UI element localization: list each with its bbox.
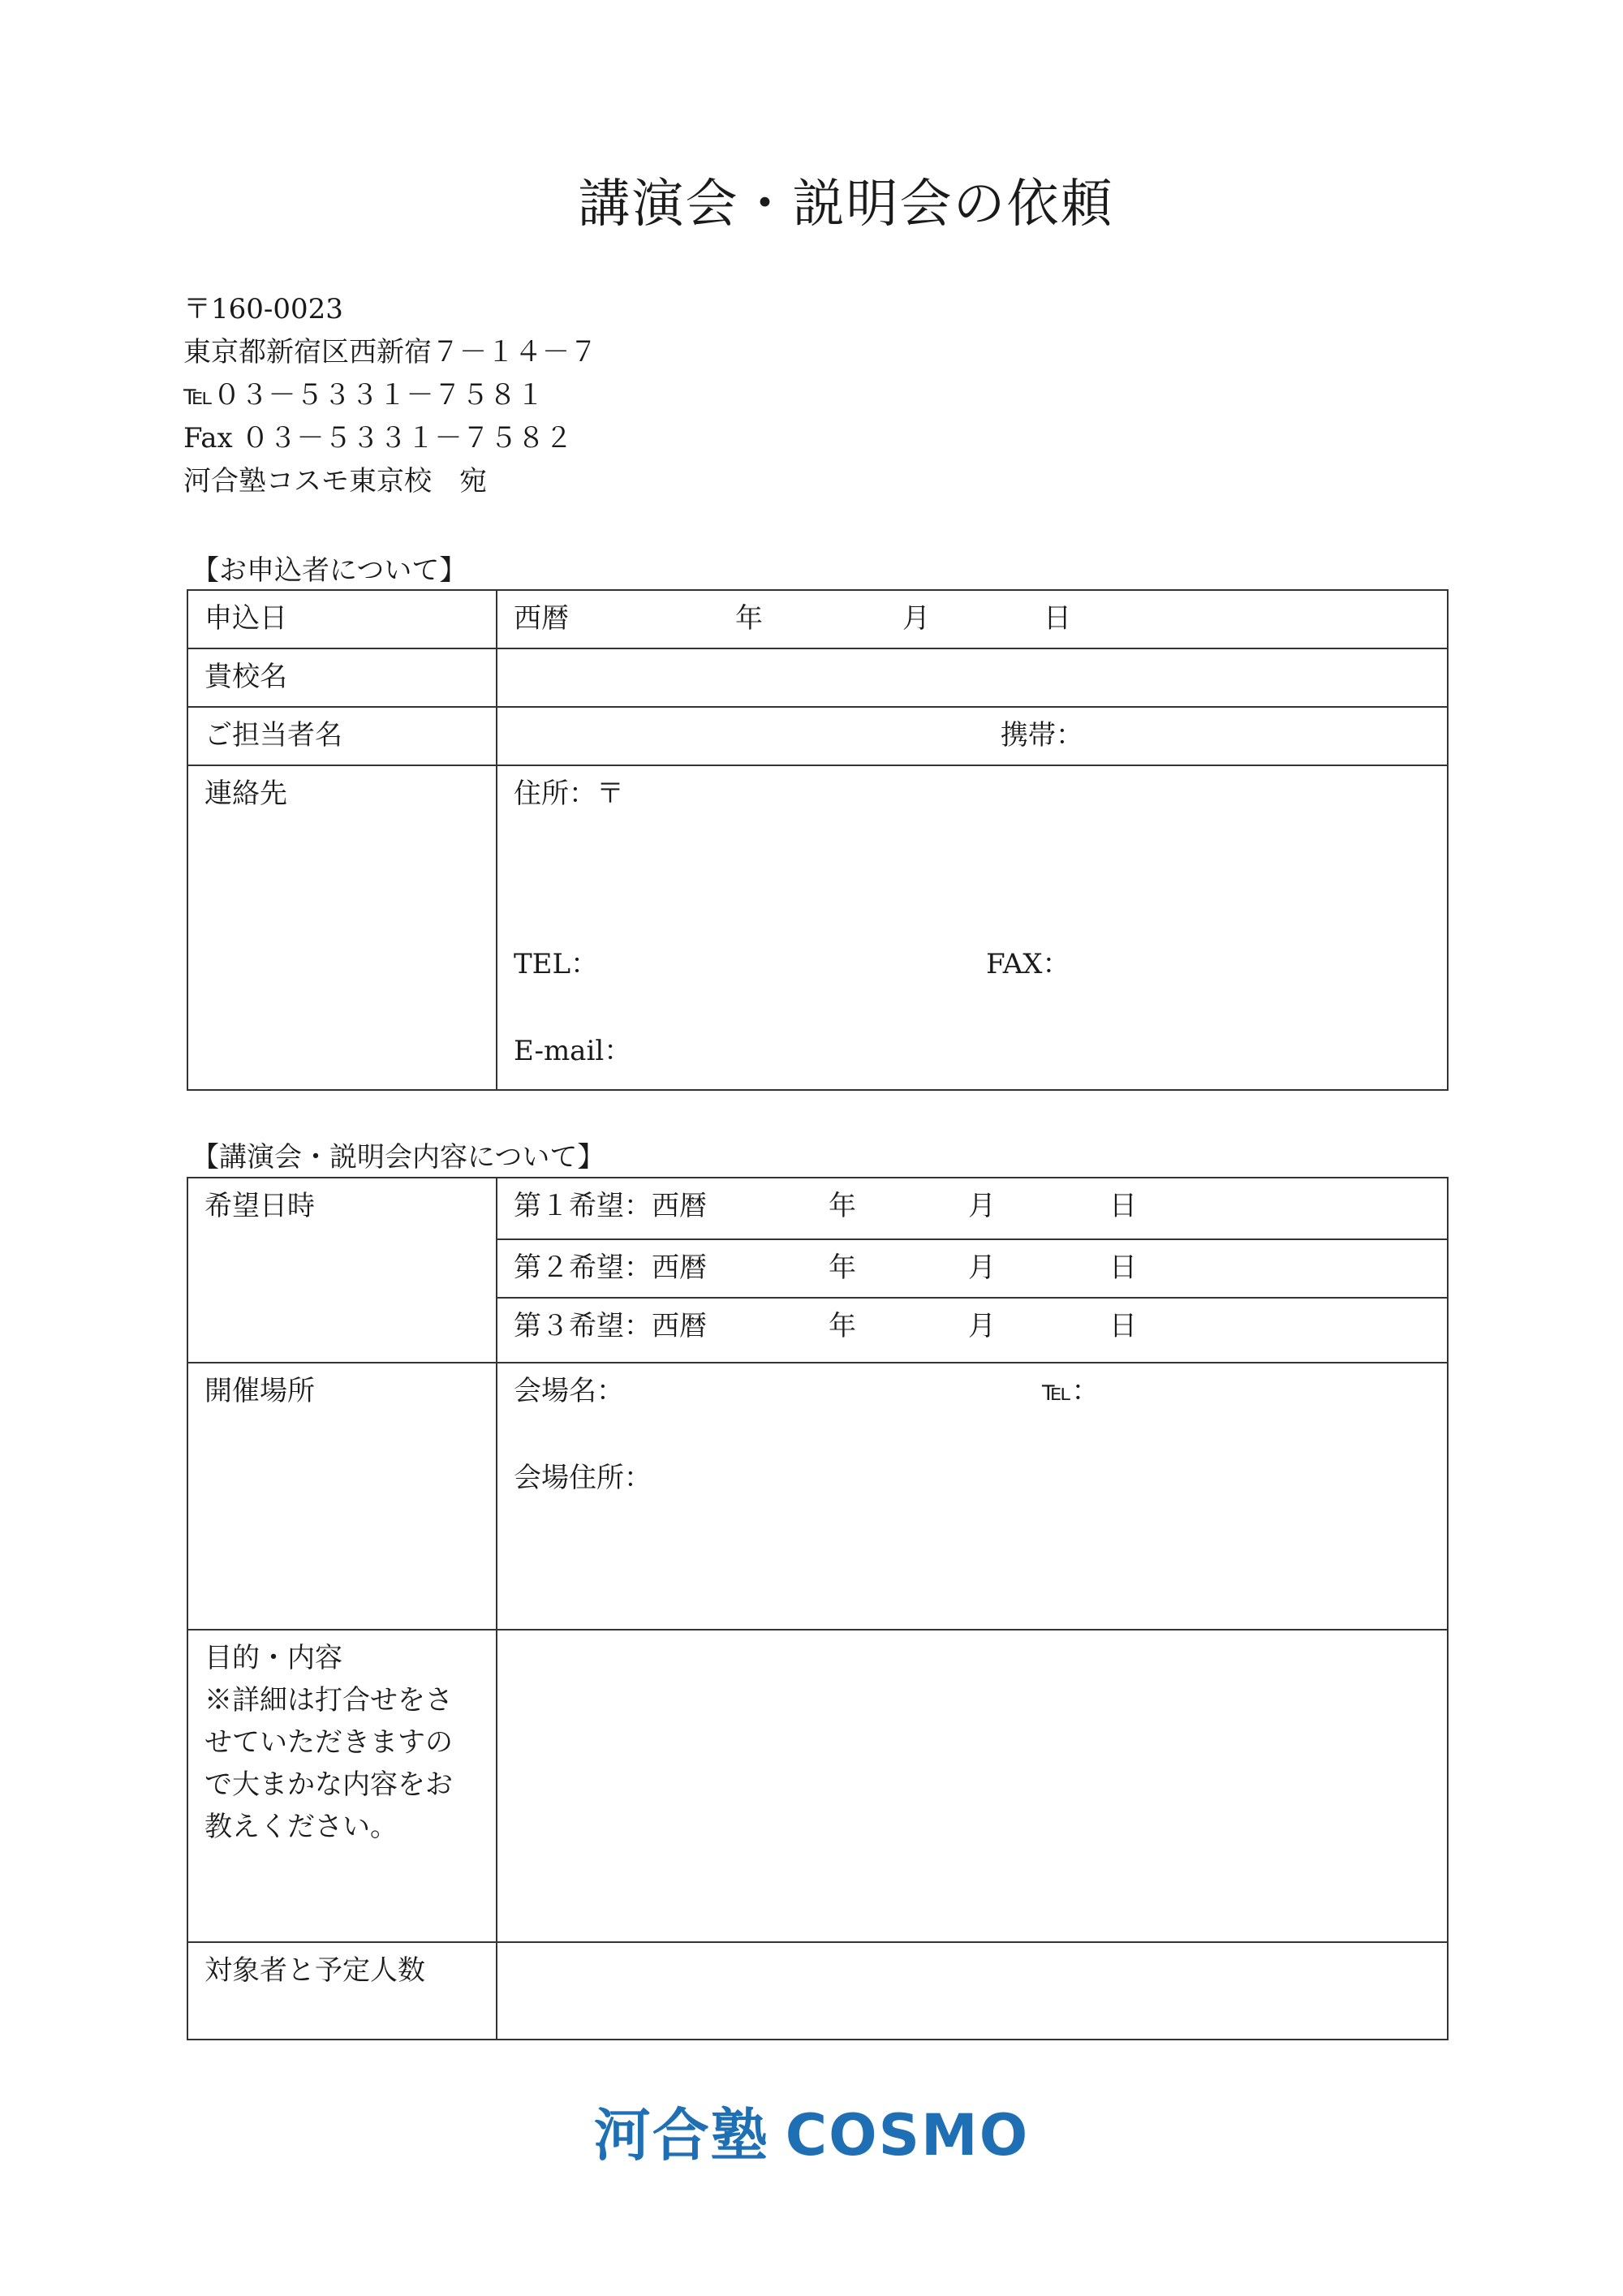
logo-en-text: COSMO bbox=[785, 2102, 1030, 2169]
purpose-note: ※詳細は打合せをさせていただきますので大まかな内容をお教えください。 bbox=[204, 1684, 453, 1843]
venue-field[interactable] bbox=[497, 1363, 1448, 1630]
page-title: 講演会・説明会の依頼 bbox=[578, 174, 1114, 235]
choice-1-year: 年 bbox=[829, 1190, 856, 1222]
applicant-section-heading: 【お申込者について】 bbox=[192, 554, 467, 587]
purpose-label-cell bbox=[187, 1630, 497, 1942]
date-month: 月 bbox=[902, 602, 930, 635]
venue-label: 開催場所 bbox=[187, 1363, 497, 1630]
preferred-date-2-field[interactable] bbox=[497, 1239, 1448, 1298]
application-date-label: 申込日 bbox=[187, 590, 497, 648]
mobile-label: 携帯： bbox=[1001, 719, 1083, 752]
date-year: 年 bbox=[735, 602, 763, 635]
audience-field[interactable] bbox=[497, 1942, 1448, 2040]
choice-2-year: 年 bbox=[829, 1251, 856, 1284]
venue-tel-label: ℡： bbox=[1042, 1375, 1100, 1407]
tel-label: TEL： bbox=[514, 948, 599, 980]
choice-3-label: 第３希望：西暦 bbox=[514, 1310, 707, 1342]
school-name-field[interactable] bbox=[497, 648, 1448, 707]
contact-person-row bbox=[187, 707, 1448, 765]
school-name-label: 貴校名 bbox=[187, 648, 497, 707]
application-date-field[interactable] bbox=[497, 590, 1448, 648]
choice-1-month: 月 bbox=[968, 1190, 996, 1222]
event-section-heading: 【講演会・説明会内容について】 bbox=[192, 1141, 605, 1174]
date-day: 日 bbox=[1044, 602, 1071, 635]
date-era: 西暦 bbox=[514, 602, 569, 635]
choice-2-label: 第２希望：西暦 bbox=[514, 1251, 707, 1284]
street-address: 東京都新宿区西新宿７－１４－７ bbox=[183, 336, 597, 368]
choice-2-day: 日 bbox=[1109, 1251, 1137, 1284]
preferred-date-3-field[interactable] bbox=[497, 1298, 1448, 1363]
postal-code: 〒160-0023 bbox=[183, 293, 343, 325]
fax-label: FAX： bbox=[986, 948, 1070, 980]
preferred-date-row-1 bbox=[187, 1178, 1448, 1239]
applicant-table bbox=[187, 589, 1449, 1091]
contact-info-field[interactable] bbox=[497, 765, 1448, 1090]
purpose-field[interactable] bbox=[497, 1630, 1448, 1942]
school-name-row bbox=[187, 648, 1448, 707]
choice-1-label: 第１希望：西暦 bbox=[514, 1190, 707, 1222]
recipient-address-block bbox=[183, 288, 597, 503]
recipient-name: 河合塾コスモ東京校 宛 bbox=[183, 465, 487, 498]
fax-number: Fax ０３－５３３１－７５８２ bbox=[183, 422, 573, 454]
preferred-datetime-label: 希望日時 bbox=[187, 1178, 497, 1363]
email-label: E-mail： bbox=[514, 1035, 632, 1067]
contact-info-label: 連絡先 bbox=[187, 765, 497, 1090]
tel-number: ℡０３－５３３１－７５８１ bbox=[183, 379, 545, 411]
contact-person-field[interactable] bbox=[497, 707, 1448, 765]
choice-2-month: 月 bbox=[968, 1251, 996, 1284]
preferred-date-1-field[interactable] bbox=[497, 1178, 1448, 1239]
venue-row bbox=[187, 1363, 1448, 1630]
choice-3-month: 月 bbox=[968, 1310, 996, 1342]
application-date-row bbox=[187, 590, 1448, 648]
venue-name-label: 会場名： bbox=[514, 1375, 624, 1407]
contact-info-row bbox=[187, 765, 1448, 1090]
kawaijuku-cosmo-logo bbox=[0, 2090, 1623, 2172]
logo-jp-text: 河合塾 bbox=[593, 2102, 769, 2169]
venue-address-label: 会場住所： bbox=[514, 1462, 652, 1494]
choice-1-day: 日 bbox=[1109, 1190, 1137, 1222]
choice-3-year: 年 bbox=[829, 1310, 856, 1342]
event-table bbox=[187, 1177, 1449, 2040]
purpose-row bbox=[187, 1630, 1448, 1942]
purpose-label: 目的・内容 bbox=[204, 1642, 342, 1674]
address-label: 住所：〒 bbox=[514, 778, 624, 810]
contact-person-label: ご担当者名 bbox=[187, 707, 497, 765]
choice-3-day: 日 bbox=[1109, 1310, 1137, 1342]
audience-row bbox=[187, 1942, 1448, 2040]
audience-label: 対象者と予定人数 bbox=[187, 1942, 497, 2040]
